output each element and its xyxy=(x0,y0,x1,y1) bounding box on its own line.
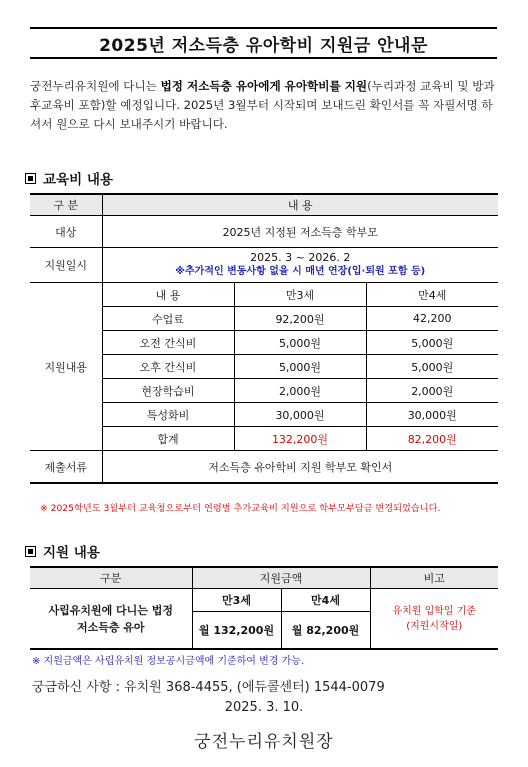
support-subheader xyxy=(30,589,498,612)
content-col-name: 내 용 xyxy=(102,283,234,307)
support-age3: 월 132,200원 xyxy=(192,612,281,650)
tuition-change-note: ※ 2025학년도 3월부터 교육청으로부터 연령별 추가교육비 지원으로 학부모부담금 변경되었습니다. xyxy=(40,503,441,514)
section-heading-tuition xyxy=(25,168,113,188)
tuition-table-header xyxy=(30,194,498,216)
header-content: 내 용 xyxy=(102,194,498,216)
content-col-header xyxy=(30,283,498,307)
row-age3: 2,000원 xyxy=(234,379,366,403)
contact-info: 궁금하신 사항 : 유치원 368-4455, (에듀콜센터) 1544-0079 xyxy=(32,680,385,695)
support-age4: 월 82,200원 xyxy=(281,612,370,650)
support-col-age4: 만4세 xyxy=(281,589,370,612)
row-age4: 42,200 xyxy=(366,307,498,331)
content-col-age3: 만3세 xyxy=(234,283,366,307)
square-bullet-icon xyxy=(25,173,36,184)
docs-value: 저소득층 유아학비 지원 학부모 확인서 xyxy=(102,451,498,484)
row-age3: 30,000원 xyxy=(234,403,366,427)
row-age4: 2,000원 xyxy=(366,379,498,403)
docs-label: 제출서류 xyxy=(30,451,102,484)
issue-date: 2025. 3. 10. xyxy=(224,700,304,715)
support-header-amount: 지원금액 xyxy=(192,567,370,589)
total-name: 합계 xyxy=(102,427,234,451)
content-label: 지원내용 xyxy=(30,283,102,451)
period-note: ※추가적인 변동사항 없을 시 매년 연장(입·퇴원 포함 등) xyxy=(175,266,426,277)
row-age3: 92,200원 xyxy=(234,307,366,331)
content-col-age4: 만4세 xyxy=(366,283,498,307)
document-title-text: 2025년 저소득층 유아학비 지원금 안내문 xyxy=(99,35,428,56)
support-col-age3: 만3세 xyxy=(192,589,281,612)
intro-text-bold: 법정 저소득층 유아에게 유아학비를 지원 xyxy=(160,79,368,93)
tuition-table xyxy=(30,193,498,484)
period-value: 2025. 3 ~ 2026. 2 xyxy=(250,251,351,264)
row-age3: 5,000원 xyxy=(234,331,366,355)
total-age3: 132,200원 xyxy=(234,427,366,451)
target-label: 대상 xyxy=(30,216,102,248)
section-heading-support-text: 지원 내용 xyxy=(43,545,100,561)
principal-signature: 궁전누리유치원장 xyxy=(194,732,334,752)
target-value: 2025년 지정된 저소득층 학부모 xyxy=(102,216,498,248)
section-heading-support xyxy=(25,541,100,561)
intro-paragraph xyxy=(30,77,500,134)
row-name: 현장학습비 xyxy=(102,379,234,403)
row-age4: 30,000원 xyxy=(366,403,498,427)
support-table xyxy=(30,566,498,650)
row-age4: 5,000원 xyxy=(366,355,498,379)
section-heading-tuition-text: 교육비 내용 xyxy=(43,172,113,188)
row-documents xyxy=(30,451,498,484)
row-name: 오후 간식비 xyxy=(102,355,234,379)
period-label: 지원일시 xyxy=(30,248,102,283)
support-header-remark: 비고 xyxy=(370,567,498,589)
support-target: 사립유치원에 다니는 법정 저소득층 유아 xyxy=(30,589,192,650)
row-age4: 5,000원 xyxy=(366,331,498,355)
row-name: 수업료 xyxy=(102,307,234,331)
intro-text-1: 궁전누리유치원에 다니는 xyxy=(30,79,161,93)
support-note: ※ 지원금액은 사립유치원 정보공시금액에 기준하여 변경 가능. xyxy=(32,656,305,667)
row-name: 특성화비 xyxy=(102,403,234,427)
support-table-header xyxy=(30,567,498,589)
row-age3: 5,000원 xyxy=(234,355,366,379)
support-remark: 유치원 입학일 기준 (지원시작일) xyxy=(370,589,498,650)
total-age4: 82,200원 xyxy=(366,427,498,451)
row-target xyxy=(30,216,498,248)
row-period xyxy=(30,248,498,283)
document-title xyxy=(30,27,497,59)
square-bullet-icon xyxy=(25,546,36,557)
row-name: 오전 간식비 xyxy=(102,331,234,355)
support-header-category: 구분 xyxy=(30,567,192,589)
header-category: 구 분 xyxy=(30,194,102,216)
period-cell xyxy=(102,248,498,283)
intro-text-2: (누리과정 교육비 및 방과후교육비 포함)할 예정입니다. 2025년 3월부터 시작되며 보내드린 확인서를 꼭 자필서명 하셔서 원으로 다시 보내주시기 바랍니다. xyxy=(30,79,495,131)
